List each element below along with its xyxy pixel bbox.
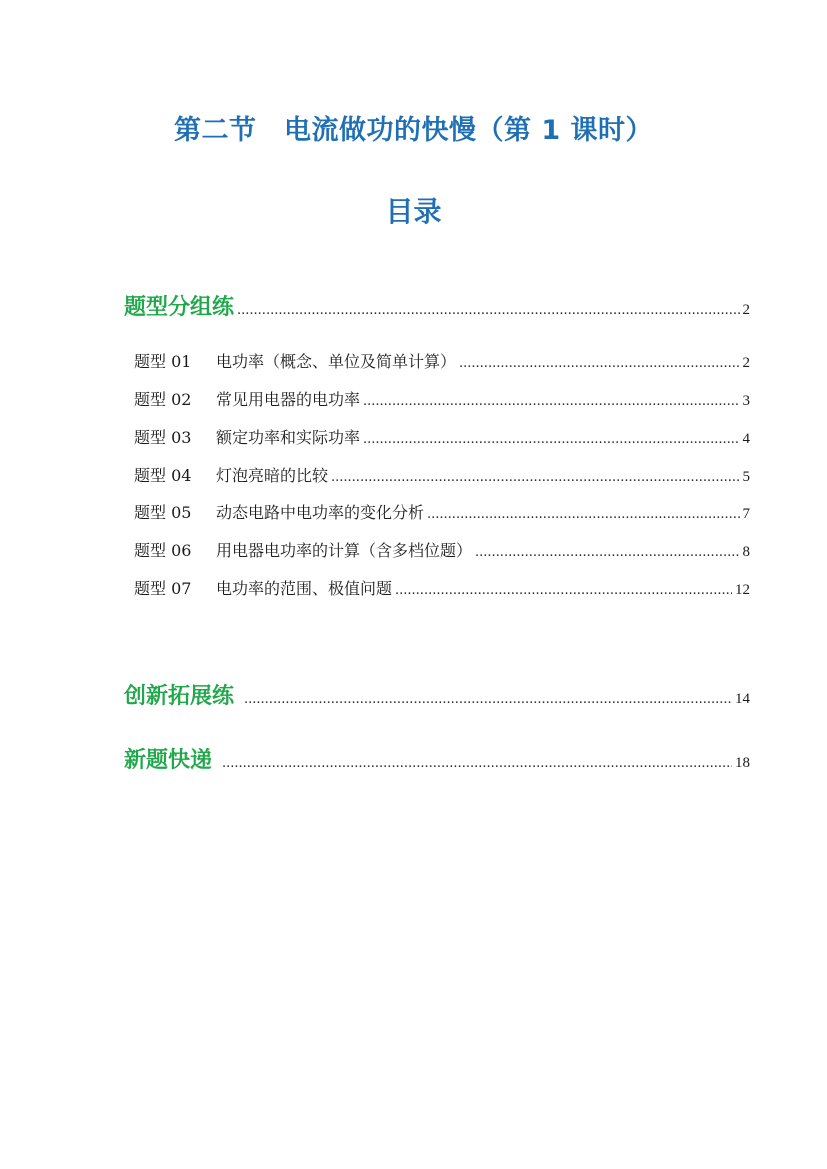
toc-item-code: 题型 01 (134, 352, 192, 371)
toc-page-number: 2 (742, 302, 750, 318)
toc-leader-dots (395, 583, 732, 598)
toc-leader-dots (222, 756, 732, 771)
toc-section-label: 题型分组练 (124, 295, 235, 320)
toc-item-code: 题型 06 (134, 541, 192, 560)
toc-page-number: 4 (742, 431, 750, 447)
toc-section-label: 新题快递 (124, 748, 213, 773)
toc-page-number: 12 (735, 582, 750, 598)
toc-item-text: 动态电路中电功率的变化分析 (216, 503, 425, 522)
toc-section-label: 创新拓展练 (124, 684, 235, 709)
toc-leader-dots (363, 394, 739, 409)
toc-leader-dots (427, 507, 739, 522)
toc-item[interactable] (134, 463, 750, 486)
toc-leader-dots (459, 356, 739, 371)
toc-item-code: 题型 04 (134, 466, 192, 485)
toc-leader-dots (237, 303, 739, 318)
toc-page-number: 5 (742, 469, 750, 485)
toc-page-number: 14 (735, 691, 750, 707)
toc-section-grouped-practice[interactable] (124, 290, 750, 321)
toc-item-text: 用电器电功率的计算（含多档位题） (216, 541, 473, 560)
toc-item-code: 题型 07 (134, 579, 192, 598)
page-title: 第二节 电流做功的快慢（第 1 课时） (173, 115, 654, 146)
toc-item[interactable] (134, 500, 750, 523)
toc-page-number: 18 (735, 755, 750, 771)
toc-page-number: 2 (742, 355, 750, 371)
toc-page-number: 8 (742, 544, 750, 560)
toc-section-innovation[interactable] (124, 679, 750, 710)
toc-item[interactable] (134, 387, 750, 410)
toc-page-number: 7 (742, 506, 750, 522)
toc-item-text: 电功率的范围、极值问题 (216, 579, 393, 598)
toc-page-number: 3 (742, 393, 750, 409)
toc-item[interactable] (134, 576, 750, 599)
toc-leader-dots (244, 692, 732, 707)
toc-item-text: 灯泡亮暗的比较 (216, 466, 329, 485)
toc-item-code: 题型 05 (134, 503, 192, 522)
toc-leader-dots (331, 470, 739, 485)
toc-item-text: 额定功率和实际功率 (216, 428, 361, 447)
toc-section-new-questions[interactable] (124, 743, 750, 774)
toc-leader-dots (475, 545, 739, 560)
toc-item[interactable] (134, 538, 750, 561)
toc-item[interactable] (134, 349, 750, 372)
toc-item-code: 题型 03 (134, 428, 192, 447)
toc-leader-dots (363, 432, 739, 447)
toc-item-code: 题型 02 (134, 390, 192, 409)
toc-heading: 目录 (385, 195, 442, 228)
toc-item[interactable] (134, 425, 750, 448)
toc-item-text: 常见用电器的电功率 (216, 390, 361, 409)
toc-item-text: 电功率（概念、单位及简单计算） (216, 352, 457, 371)
